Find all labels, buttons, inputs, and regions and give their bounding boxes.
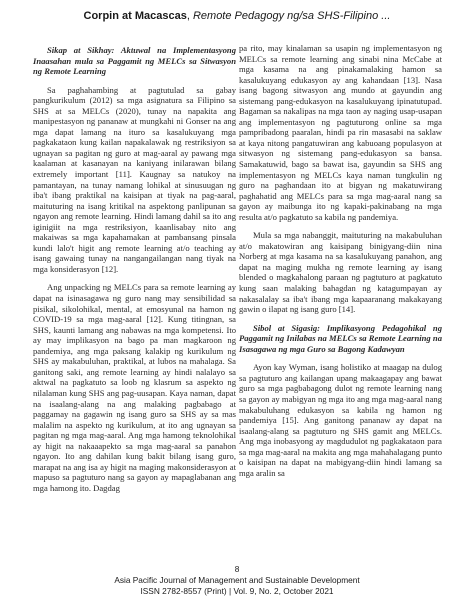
header-author: Corpin at Macascas	[83, 10, 187, 22]
page-number: 8	[234, 564, 240, 574]
right-column	[239, 43, 442, 486]
right-paragraph-2: Mula sa mga nabanggit, maituturing na makabuluhan at/o makatowiran ang kaisipang binigyang-diin nina Norberg at mga kasama na sa kasalukuyang panahon, ang dapat na maging mukha ng remote learning ay isang blended o magkahalong paraan ng pagtuturo at pagkatuto kung saan malaking bahagdan ng katagumpayan ay nakasalalay sa iba't ibang mga kapaaranang makakayang gawin o ilapat ng isang guro [14].	[239, 230, 442, 315]
running-header	[0, 10, 474, 22]
journal-issn: ISSN 2782-8557 (Print) | Vol. 9, No. 2, October 2021	[140, 586, 334, 596]
section-heading-sikap: Sikap at Sikhay: Aktuwal na Implementasyong Inaasahan mula sa Paggamit ng MELCs sa Sitwasyon ng Remote Learning	[33, 45, 236, 77]
left-paragraph-2: Ang unpacking ng MELCs para sa remote learning ay dapat na isinasagawa ng guro nang may sensibilidad sa pisikal, sikolohikal, mental, at emosyunal na hamon ng COVID-19 sa mga mag-aaral [12]. Kung titingnan, sa SHS, kaunti lamang ang nabawas na mga kompetensi. Ito ay may implikasyon na bago pa man magkaroon ng pandemiya, ang mga paksang kalakip ng kurikulum ng SHS ay makabuluhan, praktikal, at lubos na mahalaga. Sa ganitong saki, ang remote learning ay hindi nalalayo sa aktwal na pagkatuto sa loob ng klasrum sa aspekto ng nilalaman kung SHS ang pag-uusapan. Kaya naman, dapat na isaalang-alang na ang malaking pagbabago at paggamay na gagawin ng isang guro sa SHS ay sa mas malalim na aspekto ng kurikulum, at ito ang ugnayan sa pagitan ng mga mag-aaral. Ang mga hamong teknolohikal ay higit na nakaaapekto sa mga mag-aaral sa panahon ngayon. Ito ang dahilan kung bakit bilang isang guro, marapat na ang isa ay higit na maging makonsiderasyon at mapuso sa pagtuturo nang sa gayon ay mapaglabanan ang mga hamong ito. Dagdag	[33, 282, 236, 493]
section-heading-sibol: Sibol at Sigasig: Implikasyong Pedagohikal ng Paggamit ng Inilabas na MELCs sa Remote Learning na Isasagawa ng mga Guro sa Bagong Kadawyan	[239, 322, 442, 354]
left-column	[33, 45, 236, 501]
right-paragraph-1: pa rito, may kinalaman sa usapin ng implementasyon ng MELCs sa remote learning ang sinabi nina McCabe at mga kasama na ang pinakamalaking hamon sa kasalukuyang edukasyon ay ang kahandaan [13]. Nasa isang bagong sitwasyon ang mundo at gayundin ang sistemang pang-edukasyon na kasalukuyang ipinatutupad. Bagaman sa nakalipas na mga taon ay naging usap-usapan ang implementasyon ng pagtuturong online sa mga pampribadong paaralan, hindi pa rin masasabi na saklaw at kaya nitong pangatuwiran ang kabuoang populasyon at sitwasyon ng sistemang pang-edukasyon sa bansa. Samakatuwid, bago sa bawat isa, gayundin sa SHS ang implementasyon ng MELCs kaya naman tungkulin ng guro na paghandaan ito at bigyan ng makatuwirang paghahatid ang MELCs para sa mga mag-aaral nang sa gayon ay maibunga ito ng kapaki-pakinabang na mga resulta at/o pagkatuto sa kabila ng pandemiya.	[239, 43, 442, 222]
page-footer	[0, 564, 474, 597]
journal-name: Asia Pacific Journal of Management and Sustainable Development	[114, 575, 360, 585]
right-paragraph-3: Ayon kay Wyman, isang holistiko at maagap na dulog sa pagtuturo ang kailangan upang makaagapay ang bawat guro sa mga pagbabagong dulot ng remote learning nang sa gayon ay mabigyan ng mga ito ang mga mag-aaral nang makabuluhang edukasyon sa kabila ng hamon ng pandemiya [15]. Ang ganitong pananaw ay dapat na isaalang-alang sa pagtuturo ng SHS gamit ang MELCs. Ang mga inobasyong ay magdudulot ng pagkakataon para sa mga mag-aaral na makita ang mga mahahalagang punto o kaisipan na dapat na mabigyang-diin hindi lamang sa mga aralin sa	[239, 362, 442, 478]
header-title: Remote Pedagogy ng/sa SHS-Filipino ...	[192, 10, 391, 22]
header-separator: ,	[186, 10, 193, 22]
left-paragraph-1: Sa paghahambing at pagtutulad sa gabay pangkurikulum (2012) sa mga asignatura sa Filipino sa SHS at sa MELCs (2020), tunay na napakita ang manipestasyon ng pananaw at mungkahi ni Gonser na ang mga dapat lamang na ituro sa kasalukuyang mga pagkakataon kung kailan napakalawak ng restriksiyon sa ugnayan sa pagitan ng guro at mag-aaral ay pawang mga kaalaman at kasanayan na kaniyang inilarawan bilang extremely important [11]. Kaugnay sa natukoy na pamantayan, na tunay namang lohikal at sinusuugan ng iba't ibang praktikal na kaisipan at tiyak na pag-aaral, maituturing na isang kritikal na aspektong panlipunan sa ngayon ang remote learning. Hindi lamang dahil sa ito ang iginigiit na mga restriksiyon, kaanlisabay nito ang makaiwas sa mga kapahamakan at pambansang pinsala kundi lalo't higit ang remote learning at/o teaching ay isang gawaing tunay na nangangailangan nang tiyak na mga konsiderasyon [12].	[33, 84, 236, 274]
